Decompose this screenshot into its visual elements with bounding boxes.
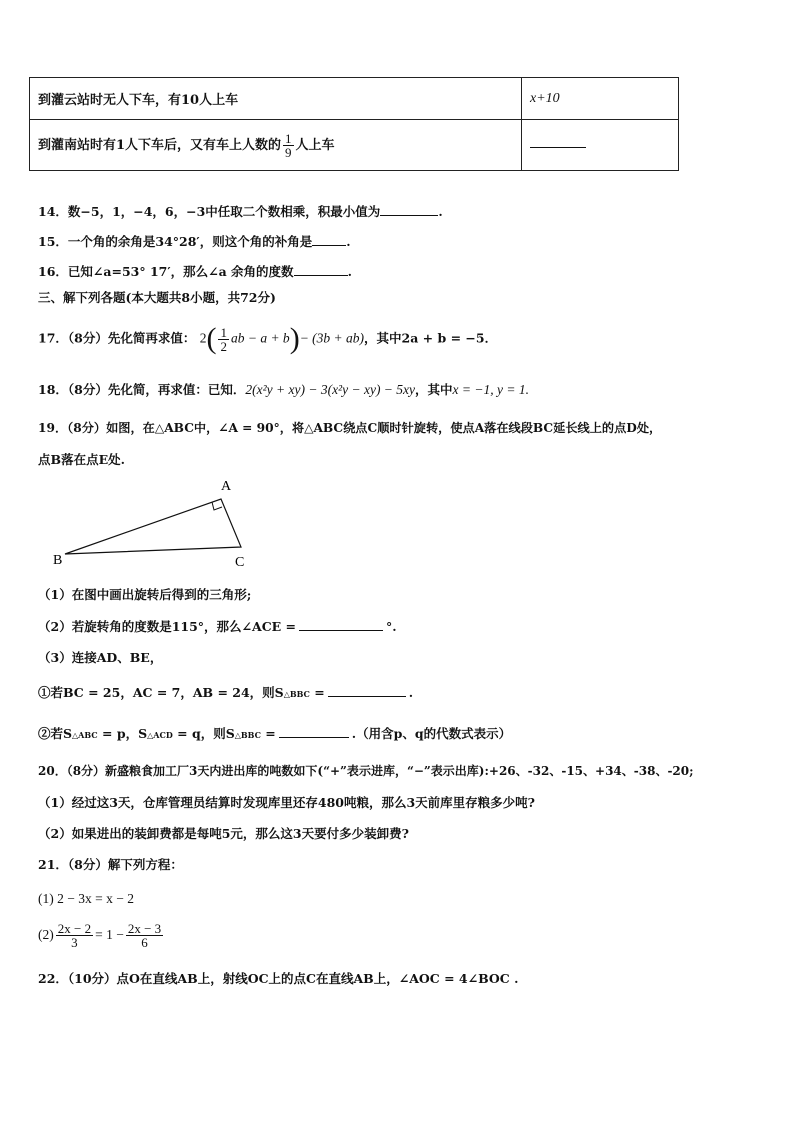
table-row — [30, 78, 679, 120]
question-18: 18．（8分）先化简，再求值：已知．2(x²y + xy) − 3(x²y − xy) − 5xy，其中x = −1, y = 1. — [38, 382, 529, 397]
table-cell-value: x+10 — [522, 78, 679, 120]
question-19-line1: 19．（8分）如图，在△ABC中，∠A = 90°，将△ABC绕点C顺时针旋转，使点A落在线段BC延长线上的点D处， — [38, 421, 662, 435]
question-16: 16．已知∠a=53° 17′，那么∠a 余角的度数 . — [38, 264, 352, 279]
question-21-eq2: (2) $\frac{2x - 2}{3}$ = 1 − $\frac{2x - 3}{6}$ — [38, 921, 162, 950]
answer-blank[interactable] — [279, 736, 349, 738]
question-19-line2: 点B落在点E处. — [38, 452, 125, 467]
question-20-part2: （2）如果进出的装卸费都是每吨5元，那么这3天要付多少装卸费? — [38, 826, 409, 841]
triangle-figure — [45, 476, 275, 576]
fraction: $\frac{1}{9}$ — [285, 130, 292, 160]
answer-blank[interactable] — [294, 274, 348, 276]
question-19-part2: （2）若旋转角的度数是115°，那么∠ACE = °. — [38, 619, 397, 634]
question-19-sub1: ①若BC = 25，AC = 7，AB = 24，则S△BBC = . — [38, 685, 414, 700]
table-cell-desc: 到灌南站时有1人下车后，又有车上人数的 $\frac{1}{9}$ 人上车 — [30, 120, 522, 171]
question-20-part1: （1）经过这3天，仓库管理员结算时发现库里还存480吨粮，那么3天前库里存粮多少吨? — [38, 795, 536, 810]
passenger-table — [29, 77, 679, 171]
question-22: 22．（10分）点O在直线AB上，射线OC上的点C在直线AB上，∠AOC = 4∠BOC . — [38, 971, 519, 986]
answer-blank[interactable] — [299, 629, 383, 631]
question-17: 17．（8分）先化简再求值： 2( $\frac{1}{2}$ ab − a + b)− (3b + ab)，其中2a + b = −5． — [38, 322, 498, 355]
answer-blank[interactable] — [380, 214, 438, 216]
question-19-sub2: ②若S△ABC = p，S△ACD = q，则S△BBC = .（用含p、q的代数式表示） — [38, 726, 512, 741]
label-a: A — [221, 479, 232, 494]
question-21-eq1: (1) 2 − 3x = x − 2 — [38, 891, 134, 906]
table-cell-desc: 到灌云站时无人下车，有10人上车 — [30, 78, 522, 120]
label-b: B — [53, 553, 63, 568]
table-row — [30, 120, 679, 171]
answer-blank[interactable] — [312, 244, 346, 246]
answer-blank[interactable] — [328, 695, 406, 697]
question-20-line1: 20．（8分）新盛粮食加工厂3天内进出库的吨数如下(“+”表示进库，“−”表示出库):+26、-32、-15、+34、-38、-20; — [38, 764, 694, 778]
section-three-heading: 三、解下列各题(本大题共8小题，共72分) — [38, 290, 276, 305]
question-15: 15．一个角的余角是34°28′，则这个角的补角是 . — [38, 234, 351, 249]
question-19-part1: （1）在图中画出旋转后得到的三角形; — [38, 587, 252, 602]
question-19-part3: （3）连接AD、BE， — [38, 650, 163, 665]
question-14: 14．数−5，1，−4，6，−3中任取二个数相乘，积最小值为 . — [38, 204, 443, 219]
table-cell-blank[interactable] — [522, 120, 679, 171]
question-21: 21．（8分）解下列方程： — [38, 857, 183, 872]
label-c: C — [235, 555, 245, 570]
